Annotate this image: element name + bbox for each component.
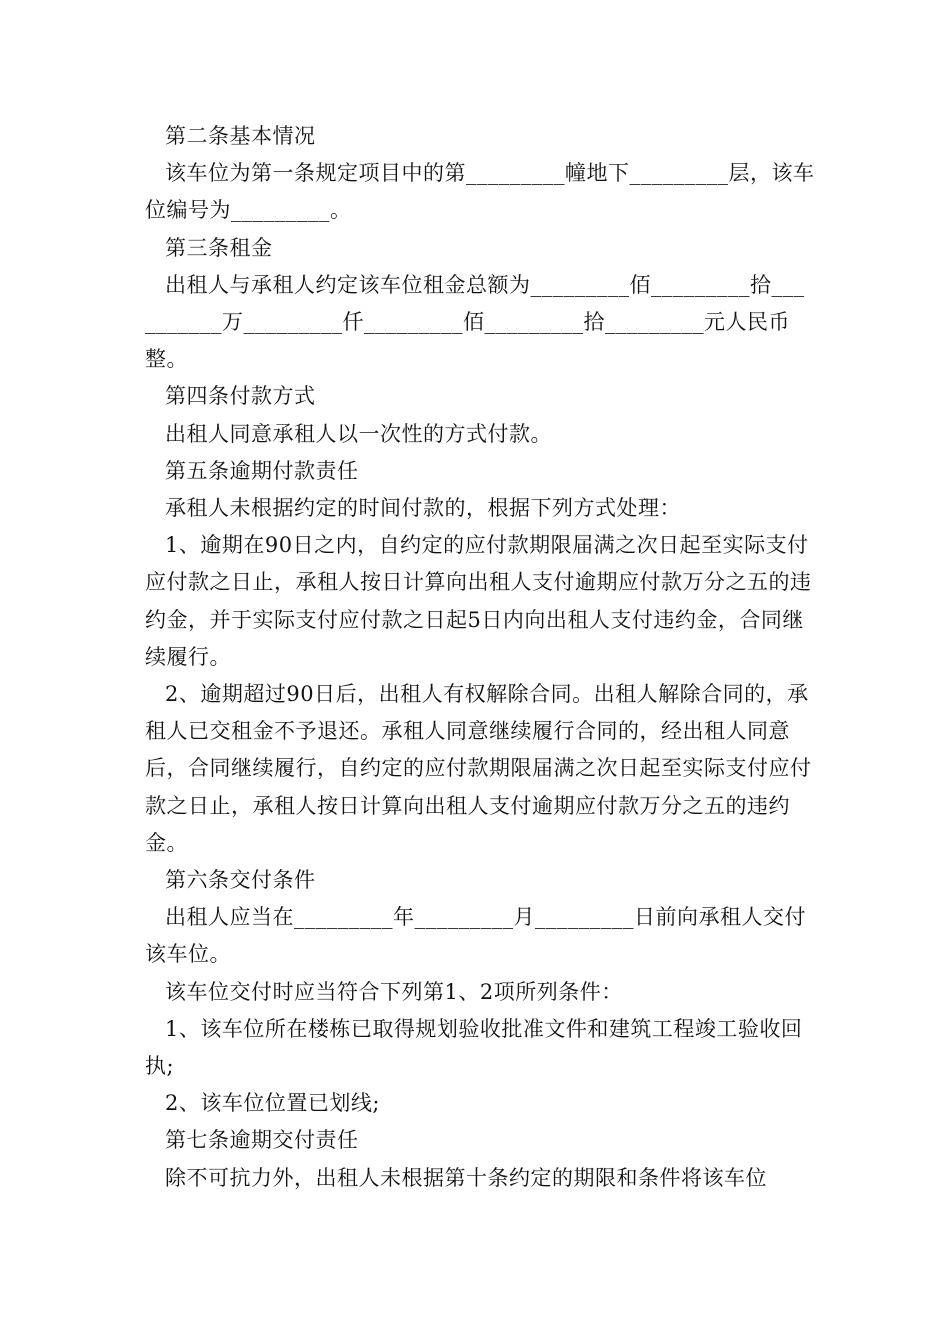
- paragraph-late-delivery: 除不可抗力外，出租人未根据第十条约定的期限和条件将该车位: [165, 1165, 767, 1190]
- paragraph-delivery-conditions-intro: 该车位交付时应当符合下列第1、2项所列条件：: [165, 979, 623, 1004]
- section-heading-late-delivery: 第七条逾期交付责任: [165, 1128, 359, 1153]
- paragraph-delivery-condition-1: 1、该车位所在楼栋已取得规划验收批准文件和建筑工程竣工验收回执;: [145, 1016, 803, 1079]
- section-heading-basic-info: 第二条基本情况: [165, 124, 316, 148]
- paragraph-delivery-date: 出租人应当在_________年_________月_________日前向承租人交付该车位。: [145, 905, 806, 967]
- paragraph-delivery-condition-2: 2、该车位位置已划线;: [165, 1091, 380, 1116]
- section-heading-late-payment: 第五条逾期付款责任: [165, 458, 359, 483]
- document-body: [145, 118, 815, 1197]
- paragraph-late-payment-item-2: 2、逾期超过90日后，出租人有权解除合同。出租人解除合同的，承租人已交租金不予退还。承租人同意继续履行合同的，经出租人同意后，合同继续履行，自约定的应付款期限届满之次日起至实际支付应付款之日止，承租人按日计算向出租人支付逾期应付款万分之五的违约金。: [145, 682, 812, 855]
- paragraph-late-payment-item-1: 1、逾期在90日之内，自约定的应付款期限届满之次日起至实际支付应付款之日止，承租人按日计算向出租人支付逾期应付款万分之五的违约金，并于实际支付应付款之日起5日内向出租人支付违约金，合同继续履行。: [145, 533, 812, 669]
- section-heading-delivery-conditions: 第六条交付条件: [165, 868, 316, 893]
- paragraph-rent-amount: 出租人与承租人约定该车位租金总额为_________佰_________拾__________万_________仟_________佰_________拾_________元人民币整。: [145, 272, 805, 372]
- paragraph-payment-method: 出租人同意承租人以一次性的方式付款。: [165, 421, 552, 446]
- section-heading-rent: 第三条租金: [165, 235, 273, 260]
- section-heading-payment-method: 第四条付款方式: [165, 384, 316, 409]
- paragraph-parking-location: 该车位为第一条规定项目中的第_________幢地下_________层，该车位编号为_________。: [145, 161, 815, 223]
- paragraph-late-payment-intro: 承租人未根据约定的时间付款的，根据下列方式处理：: [165, 496, 681, 521]
